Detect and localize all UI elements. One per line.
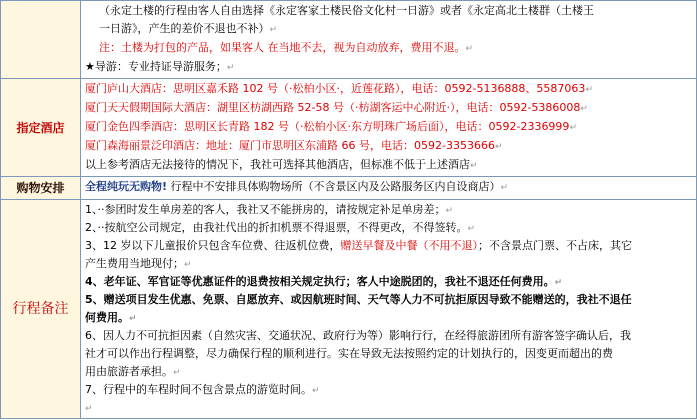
tulou-choice-line: （永定土楼的行程由客人自由选择《永定客家土楼民俗文化村一日游》或者《永定高北土楼群（土楼王 <box>99 4 594 17</box>
hotel-item: 厦门天天假期国际大酒店：湖里区枋湖西路 52-58 号（·枋湖客运中心附近·），电话：0592-5386008↵ <box>85 101 588 114</box>
note-6-cont: 社才可以作出行程调整，尽力确保行程的顺利进行。实在导致无法按照约定的计划执行的，因变更而超出的费 <box>85 347 613 360</box>
hotels-row <box>1 79 697 177</box>
tulou-notice-line: 注：土楼为打包的产品，如果客人 在当地不去，视为自动放弃，费用不退。↵ <box>99 41 474 54</box>
note-3: 3、12 岁以下儿童报价只包含车位费、往返机位费，赠送早餐及中餐（不用不退）；不含景点门票、不占床，其它 <box>85 239 632 252</box>
note-4: 4、老年证、军官证等优惠证件的退费按相关规定执行；客人中途脱团的，我社不退还任何费用。↵ <box>85 275 563 288</box>
hotel-item: 厦门金色四季酒店：思明区长青路 182 号（·松柏小区·东方明珠广场后面），电话：0592-2336999↵ <box>85 120 577 133</box>
note-1: 1、··参团时发生单房差的客人，我社又不能拼房的，请按规定补足单房差；↵ <box>85 203 454 216</box>
note-2: 2、··按航空公司规定，由我社代出的折扣机票不得退票，不得更改，不得签转。↵ <box>85 221 476 234</box>
shopping-line: 全程纯玩无购物! 行程中不安排具体购物场所（不含景区内及公路服务区内自设商店）↵ <box>85 180 509 193</box>
no-shopping-highlight: 全程纯玩无购物! <box>85 180 168 193</box>
note-3-cont: 产生费用当地现付；↵ <box>85 257 192 270</box>
notes-row <box>1 200 697 419</box>
hotel-item: 厦门森海丽景泛印酒店：地址：厦门市思明区东浦路 66 号，电话：0592-3353666↵ <box>85 139 503 152</box>
guide-line: ★导游：专业持证导游服务；↵ <box>85 60 235 73</box>
hotels-content <box>81 79 697 177</box>
hotel-note: 以上参考酒店无法接待的情况下，我社可选择其他酒店，但标准不低于上述酒店↵ <box>85 158 478 171</box>
note-empty: ↵ <box>85 404 93 414</box>
note-7: 7、行程中的车程时间不包含景点的游览时间。↵ <box>85 383 320 396</box>
note-5: 5、赠送项目发生优惠、免票、自愿放弃、或因航班时间、天气等人力不可抗拒原因导致不能赠送的，我社不退任 <box>85 293 632 306</box>
shopping-row <box>1 177 697 200</box>
hotels-label: 指定酒店 <box>1 79 81 177</box>
shopping-content <box>81 177 697 200</box>
top-content <box>81 1 697 79</box>
notes-content <box>81 200 697 419</box>
tulou-price-line: 一日游》，产生的差价不退也不补）↵ <box>99 22 278 35</box>
hotel-item: 厦门庐山大酒店：思明区嘉禾路 102 号（·松柏小区·，近莲花路），电话：0592-5136888、5587063↵ <box>85 82 593 95</box>
top-row <box>1 1 697 79</box>
note-6: 6、因人力不可抗拒因素（自然灾害、交通状况、政府行为等）影响行行，在经得旅游团所有游客签字确认后，我 <box>85 329 631 342</box>
top-empty-label <box>1 1 81 79</box>
notes-label: 行程备注 <box>1 200 81 419</box>
note-5-cont: 何费用。↵ <box>85 311 137 324</box>
shopping-label: 购物安排 <box>1 177 81 200</box>
note-6-cont2: 用由旅游者承担。↵ <box>85 365 181 378</box>
